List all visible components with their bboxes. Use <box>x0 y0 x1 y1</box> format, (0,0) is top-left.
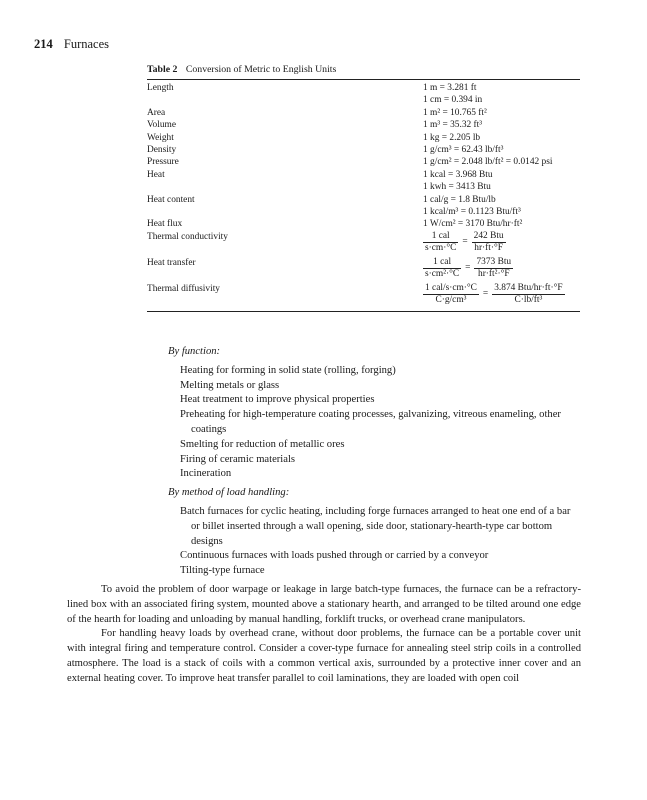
list-item: Smelting for reduction of metallic ores <box>180 438 345 450</box>
fraction-right: $\frac{\text{7373 Btu}}{\text{hr·ft²·°F}}$ <box>476 256 512 279</box>
section-heading: By method of load handling: <box>168 487 290 499</box>
table-row: 1 kwh = 3413 Btu <box>423 182 491 193</box>
page-number: 214 <box>34 37 53 51</box>
list-item: Batch furnaces for cyclic heating, including forge furnaces arranged to heat one end of a bar or billet inserted through a wall opening, side door, stationary-hearth-type car bottom designs <box>180 505 571 547</box>
table-row: 1 cm = 0.394 in <box>423 95 483 106</box>
section-heading: By function: <box>168 346 221 357</box>
running-header <box>34 37 109 52</box>
table-label: Table 2 <box>147 64 178 75</box>
fraction-left: $\frac{\text{1 cal/s·cm·°C}}{\text{C·g/cm³}}$ <box>425 282 477 305</box>
table-top-rule <box>147 79 580 80</box>
paragraph: For handling heavy loads by overhead crane, without door problems, the furnace can be a portable cover unit with integral firing and temperature control. Consider a cover-type furnace for annealing steel strip coils in a controlled atmosphere. The load is a stack of coils with a common vertical axis, surrounded by a protective inner cover and an external heating cover. To improve heat transfer parallel to coil laminations, they are loaded with open coil <box>67 628 581 684</box>
list-item: Incineration <box>180 468 232 480</box>
list-item: Tilting-type furnace <box>180 565 265 577</box>
table-row: Heat flux 1 W/cm² = 3170 Btu/hr·ft² <box>147 219 523 230</box>
table-row: Heat content 1 cal/g = 1.8 Btu/lb <box>147 194 496 205</box>
fraction-right: $\frac{\text{3.874 Btu/hr·ft·°F}}{\text{C·lb/ft³}}$ <box>494 282 563 305</box>
table-row: Area 1 m² = 10.765 ft² <box>147 107 487 118</box>
paragraph: To avoid the problem of door warpage or leakage in large batch-type furnaces, the furnace can be a refractory-lined box with an associated firing system, mounted above a stationary hearth, and arranged to be tilted around one edge of the hearth for loading and unloading by manual handling, forklift trucks, or overhead crane manipulators. <box>67 583 581 625</box>
table-row: Pressure 1 g/cm² = 2.048 lb/ft² = 0.0142 psi <box>147 157 553 168</box>
conversion-table <box>147 82 580 309</box>
fraction-right: $\frac{\text{242 Btu}}{hr\cdot ft\cdot^\circ F}$ <box>473 230 504 253</box>
body-text <box>67 345 581 687</box>
fraction-left: $\frac{\text{1 cal}}{s\cdot cm\cdot^\circ C}$ <box>425 230 457 253</box>
table-row-fraction: Heat transfer $\frac{\text{1 cal}}{\text{s·cm²·°C}}$ = $\frac{\text{7373 Btu}}{\text{hr·ft²·°F}}$ <box>147 256 512 279</box>
table-row: Length 1 m = 3.281 ft <box>147 83 477 93</box>
table-row-fraction: Thermal conductivity $\frac{\text{1 cal}}{s\cdot cm\cdot^\circ C}$ = $\frac{\text{242 Btu}}{hr\cdot ft\cdot^\circ F}$ <box>147 230 504 253</box>
fraction-left: $\frac{\text{1 cal}}{\text{s·cm²·°C}}$ <box>425 256 460 279</box>
table-caption <box>147 64 336 75</box>
table-caption-text: Conversion of Metric to English Units <box>185 64 337 75</box>
table-bottom-rule <box>147 311 580 312</box>
list-item: Firing of ceramic materials <box>180 453 296 465</box>
table-row: 1 kcal/m³ = 0.1123 Btu/ft³ <box>423 206 521 217</box>
list-item: Heat treatment to improve physical properties <box>180 394 375 406</box>
table-row: Volume 1 m³ = 35.32 ft³ <box>147 120 483 131</box>
table-row: Weight 1 kg = 2.205 lb <box>147 132 481 143</box>
table-row: Heat 1 kcal = 3.968 Btu <box>147 169 493 180</box>
list-item: Preheating for high-temperature coating processes, galvanizing, vitreous enameling, other coatings <box>180 409 561 435</box>
list-item: Melting metals or glass <box>180 379 280 391</box>
running-title: Furnaces <box>63 37 109 51</box>
table-row-fraction: Thermal diffusivity $\frac{\text{1 cal/s·cm·°C}}{\text{C·g/cm³}}$ = $\frac{\text{3.874 Btu/hr·ft·°F}}{\text{C·lb/ft³}}$ <box>147 282 563 305</box>
list-item: Heating for forming in solid state (rolling, forging) <box>180 364 396 376</box>
list-item: Continuous furnaces with loads pushed through or carried by a conveyor <box>180 550 489 562</box>
table-row: Density 1 g/cm³ = 62.43 lb/ft³ <box>147 144 504 155</box>
